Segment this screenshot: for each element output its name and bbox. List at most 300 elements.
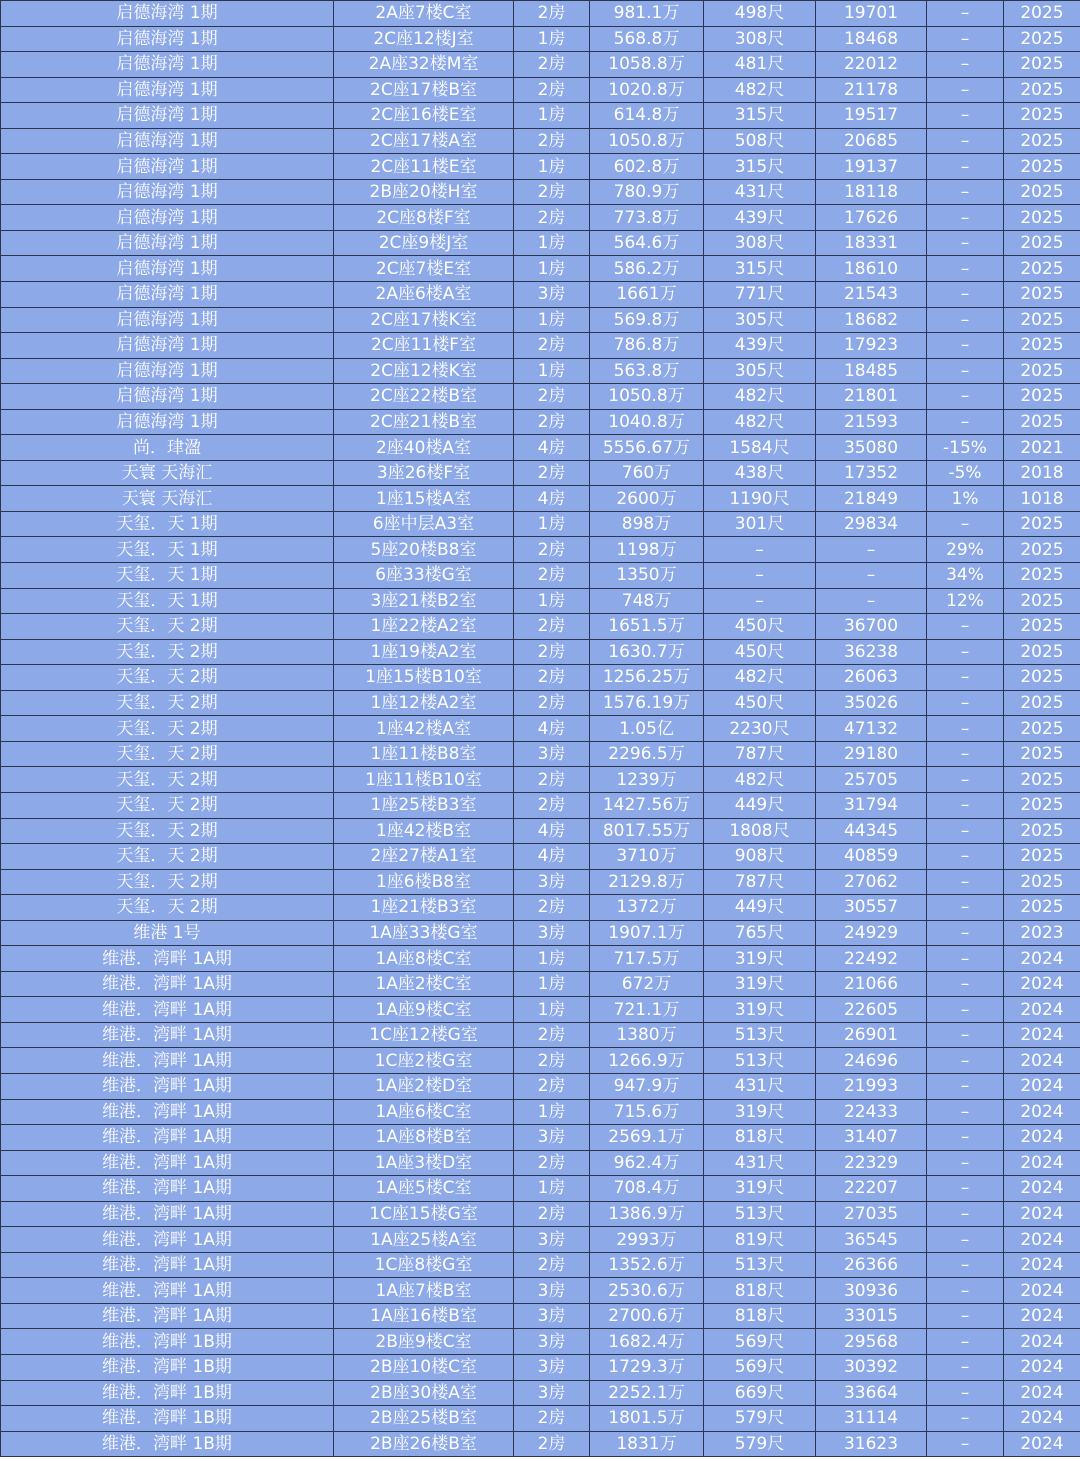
change-cell: -15% [927,435,1004,461]
table-row [1,179,1080,205]
estate-name-cell: 启德海湾 1期 [1,154,334,180]
unit-address-cell: 1A座8楼C室 [334,946,514,972]
unit-price-cell: 22492 [816,946,927,972]
unit-address-cell: 1A座3楼D室 [334,1150,514,1176]
price-cell: 780.9万 [590,179,704,205]
room-count-cell: 1房 [514,971,590,997]
area-cell: 431尺 [704,1150,816,1176]
unit-price-cell: 18610 [816,256,927,282]
unit-price-cell: 21801 [816,384,927,410]
year-cell: 2025 [1004,741,1080,767]
unit-address-cell: 2C座17楼K室 [334,307,514,333]
year-cell: 2025 [1004,665,1080,691]
table-row [1,1431,1080,1457]
estate-name-cell: 启德海湾 1期 [1,358,334,384]
estate-name-cell: 启德海湾 1期 [1,52,334,78]
table-row [1,384,1080,410]
estate-name-cell: 维港．湾畔 1A期 [1,997,334,1023]
table-row [1,205,1080,231]
room-count-cell: 2房 [514,690,590,716]
table-row [1,282,1080,308]
table-row [1,154,1080,180]
price-cell: 1058.8万 [590,52,704,78]
change-cell: – [927,920,1004,946]
unit-price-cell: 18331 [816,230,927,256]
year-cell: 2024 [1004,1303,1080,1329]
table-row [1,1150,1080,1176]
change-cell: – [927,1022,1004,1048]
year-cell: 2024 [1004,1099,1080,1125]
unit-price-cell: 26063 [816,665,927,691]
change-cell: – [927,1278,1004,1304]
table-row [1,1099,1080,1125]
price-cell: 1682.4万 [590,1329,704,1355]
table-row [1,869,1080,895]
unit-address-cell: 2C座16楼E室 [334,103,514,129]
area-cell: 319尺 [704,946,816,972]
table-row [1,1227,1080,1253]
change-cell: – [927,128,1004,154]
price-cell: 1266.9万 [590,1048,704,1074]
room-count-cell: 2房 [514,1406,590,1432]
year-cell: 2023 [1004,920,1080,946]
price-cell: 3710万 [590,844,704,870]
unit-address-cell: 2C座7楼E室 [334,256,514,282]
unit-address-cell: 1座42楼B室 [334,818,514,844]
unit-price-cell: 17626 [816,205,927,231]
table-row [1,409,1080,435]
table-row [1,1406,1080,1432]
table-row [1,716,1080,742]
year-cell: 2024 [1004,1150,1080,1176]
change-cell: – [927,409,1004,435]
estate-name-cell: 维港．湾畔 1A期 [1,1201,334,1227]
estate-name-cell: 启德海湾 1期 [1,205,334,231]
table-row [1,1380,1080,1406]
estate-name-cell: 天玺．天 2期 [1,818,334,844]
unit-price-cell: 24696 [816,1048,927,1074]
room-count-cell: 3房 [514,1354,590,1380]
year-cell: 2025 [1004,103,1080,129]
change-cell: – [927,1252,1004,1278]
estate-name-cell: 维港．湾畔 1A期 [1,971,334,997]
area-cell: 305尺 [704,358,816,384]
price-cell: 2296.5万 [590,741,704,767]
table-row [1,614,1080,640]
room-count-cell: 3房 [514,282,590,308]
unit-price-cell: 21178 [816,77,927,103]
room-count-cell: 3房 [514,1303,590,1329]
change-cell: – [927,1227,1004,1253]
year-cell: 2025 [1004,282,1080,308]
price-cell: 564.6万 [590,230,704,256]
unit-price-cell: 18118 [816,179,927,205]
estate-name-cell: 天玺．天 1期 [1,511,334,537]
change-cell: – [927,665,1004,691]
estate-name-cell: 天玺．天 2期 [1,792,334,818]
table-row [1,1252,1080,1278]
unit-address-cell: 5座20楼B8室 [334,537,514,563]
change-cell: – [927,1125,1004,1151]
table-row [1,256,1080,282]
unit-address-cell: 2A座6楼A室 [334,282,514,308]
area-cell: 481尺 [704,52,816,78]
price-cell: 1386.9万 [590,1201,704,1227]
room-count-cell: 2房 [514,639,590,665]
estate-name-cell: 启德海湾 1期 [1,256,334,282]
price-cell: 2700.6万 [590,1303,704,1329]
unit-address-cell: 1座12楼A2室 [334,690,514,716]
unit-price-cell: 22605 [816,997,927,1023]
unit-price-cell: 31794 [816,792,927,818]
price-cell: 708.4万 [590,1176,704,1202]
table-row [1,563,1080,589]
unit-address-cell: 1座6楼B8室 [334,869,514,895]
room-count-cell: 1房 [514,103,590,129]
year-cell: 2025 [1004,256,1080,282]
change-cell: – [927,103,1004,129]
change-cell: – [927,1150,1004,1176]
price-cell: 1352.6万 [590,1252,704,1278]
price-cell: 586.2万 [590,256,704,282]
table-row [1,486,1080,512]
estate-name-cell: 维港．湾畔 1A期 [1,1099,334,1125]
year-cell: 2021 [1004,435,1080,461]
change-cell: – [927,256,1004,282]
year-cell: 2025 [1004,792,1080,818]
price-cell: 962.4万 [590,1150,704,1176]
estate-name-cell: 天寰 天海汇 [1,486,334,512]
table-row [1,997,1080,1023]
change-cell: 29% [927,537,1004,563]
estate-name-cell: 启德海湾 1期 [1,1,334,27]
change-cell: – [927,1354,1004,1380]
price-cell: 2569.1万 [590,1125,704,1151]
area-cell: 2230尺 [704,716,816,742]
unit-price-cell: 30392 [816,1354,927,1380]
price-cell: 2600万 [590,486,704,512]
year-cell: 2024 [1004,1431,1080,1457]
estate-name-cell: 启德海湾 1期 [1,77,334,103]
year-cell: 2024 [1004,1354,1080,1380]
estate-name-cell: 维港．湾畔 1B期 [1,1329,334,1355]
table-row [1,767,1080,793]
table-row [1,844,1080,870]
year-cell: 2025 [1004,205,1080,231]
change-cell: – [927,1380,1004,1406]
unit-price-cell: 40859 [816,844,927,870]
room-count-cell: 2房 [514,614,590,640]
price-cell: 748万 [590,588,704,614]
unit-address-cell: 2C座8楼F室 [334,205,514,231]
area-cell: 508尺 [704,128,816,154]
room-count-cell: 3房 [514,1380,590,1406]
year-cell: 2024 [1004,1252,1080,1278]
price-cell: 773.8万 [590,205,704,231]
area-cell: 765尺 [704,920,816,946]
unit-address-cell: 2C座21楼B室 [334,409,514,435]
estate-name-cell: 启德海湾 1期 [1,103,334,129]
unit-price-cell: – [816,563,927,589]
room-count-cell: 3房 [514,1278,590,1304]
unit-address-cell: 1C座8楼G室 [334,1252,514,1278]
change-cell: – [927,1048,1004,1074]
estate-name-cell: 天玺．天 2期 [1,716,334,742]
unit-price-cell: 27062 [816,869,927,895]
area-cell: 513尺 [704,1201,816,1227]
price-cell: 717.5万 [590,946,704,972]
room-count-cell: 2房 [514,52,590,78]
room-count-cell: 4房 [514,716,590,742]
change-cell: – [927,307,1004,333]
room-count-cell: 2房 [514,1,590,27]
year-cell: 2024 [1004,1329,1080,1355]
year-cell: 2025 [1004,179,1080,205]
change-cell: – [927,1431,1004,1457]
unit-price-cell: 21993 [816,1073,927,1099]
unit-price-cell: 31623 [816,1431,927,1457]
price-cell: 898万 [590,511,704,537]
unit-address-cell: 2B座10楼C室 [334,1354,514,1380]
area-cell: 482尺 [704,767,816,793]
room-count-cell: 2房 [514,537,590,563]
estate-name-cell: 启德海湾 1期 [1,179,334,205]
year-cell: 2024 [1004,971,1080,997]
estate-name-cell: 启德海湾 1期 [1,307,334,333]
unit-address-cell: 2C座11楼E室 [334,154,514,180]
unit-address-cell: 1C座2楼G室 [334,1048,514,1074]
unit-price-cell: 30936 [816,1278,927,1304]
price-cell: 8017.55万 [590,818,704,844]
estate-name-cell: 天玺．天 2期 [1,895,334,921]
unit-address-cell: 2C座11楼F室 [334,333,514,359]
estate-name-cell: 维港．湾畔 1B期 [1,1354,334,1380]
price-cell: 5556.67万 [590,435,704,461]
price-cell: 2530.6万 [590,1278,704,1304]
unit-address-cell: 2C座17楼B室 [334,77,514,103]
year-cell: 2024 [1004,1048,1080,1074]
year-cell: 2024 [1004,1201,1080,1227]
room-count-cell: 1房 [514,1099,590,1125]
year-cell: 2024 [1004,1406,1080,1432]
price-cell: 602.8万 [590,154,704,180]
table-row [1,103,1080,129]
room-count-cell: 2房 [514,1201,590,1227]
price-cell: 614.8万 [590,103,704,129]
area-cell: 579尺 [704,1431,816,1457]
year-cell: 2025 [1004,537,1080,563]
unit-price-cell: 24929 [816,920,927,946]
unit-address-cell: 3座26楼F室 [334,460,514,486]
table-row [1,1125,1080,1151]
room-count-cell: 2房 [514,665,590,691]
estate-name-cell: 天玺．天 1期 [1,588,334,614]
price-cell: 1372万 [590,895,704,921]
area-cell: 482尺 [704,384,816,410]
change-cell: – [927,997,1004,1023]
price-cell: 672万 [590,971,704,997]
price-cell: 1801.5万 [590,1406,704,1432]
room-count-cell: 3房 [514,869,590,895]
unit-address-cell: 1A座2楼C室 [334,971,514,997]
year-cell: 2024 [1004,946,1080,972]
area-cell: – [704,588,816,614]
area-cell: 771尺 [704,282,816,308]
area-cell: 569尺 [704,1329,816,1355]
estate-name-cell: 启德海湾 1期 [1,409,334,435]
change-cell: – [927,690,1004,716]
price-cell: 2993万 [590,1227,704,1253]
table-row [1,1176,1080,1202]
year-cell: 2025 [1004,358,1080,384]
price-cell: 1651.5万 [590,614,704,640]
room-count-cell: 1房 [514,588,590,614]
room-count-cell: 2房 [514,792,590,818]
area-cell: 908尺 [704,844,816,870]
price-cell: 1239万 [590,767,704,793]
year-cell: 2025 [1004,230,1080,256]
unit-price-cell: 26366 [816,1252,927,1278]
estate-name-cell: 天玺．天 2期 [1,869,334,895]
unit-address-cell: 1C座15楼G室 [334,1201,514,1227]
estate-name-cell: 天玺．天 2期 [1,741,334,767]
price-cell: 1576.19万 [590,690,704,716]
unit-price-cell: 44345 [816,818,927,844]
change-cell: – [927,1303,1004,1329]
room-count-cell: 3房 [514,1227,590,1253]
unit-address-cell: 2A座32楼M室 [334,52,514,78]
unit-price-cell: 47132 [816,716,927,742]
table-row [1,1073,1080,1099]
room-count-cell: 4房 [514,844,590,870]
change-cell: – [927,1,1004,27]
unit-price-cell: 31114 [816,1406,927,1432]
year-cell: 2025 [1004,895,1080,921]
unit-price-cell: 18468 [816,26,927,52]
estate-name-cell: 维港．湾畔 1A期 [1,946,334,972]
estate-name-cell: 天玺．天 1期 [1,563,334,589]
unit-address-cell: 1座42楼A室 [334,716,514,742]
area-cell: 513尺 [704,1022,816,1048]
table-row [1,690,1080,716]
area-cell: 315尺 [704,154,816,180]
room-count-cell: 1房 [514,154,590,180]
change-cell: -5% [927,460,1004,486]
table-row [1,26,1080,52]
estate-name-cell: 启德海湾 1期 [1,384,334,410]
change-cell: – [927,767,1004,793]
price-cell: 1350万 [590,563,704,589]
year-cell: 2025 [1004,26,1080,52]
room-count-cell: 1房 [514,230,590,256]
unit-price-cell: 20685 [816,128,927,154]
change-cell: – [927,333,1004,359]
price-cell: 568.8万 [590,26,704,52]
room-count-cell: 2房 [514,205,590,231]
room-count-cell: 2房 [514,128,590,154]
table-row [1,1278,1080,1304]
unit-address-cell: 2C座17楼A室 [334,128,514,154]
area-cell: 315尺 [704,256,816,282]
area-cell: 301尺 [704,511,816,537]
table-row [1,1329,1080,1355]
estate-name-cell: 天玺．天 2期 [1,614,334,640]
area-cell: 498尺 [704,1,816,27]
estate-name-cell: 维港．湾畔 1A期 [1,1073,334,1099]
table-row [1,1048,1080,1074]
table-row [1,895,1080,921]
estate-name-cell: 维港．湾畔 1A期 [1,1303,334,1329]
estate-name-cell: 启德海湾 1期 [1,230,334,256]
area-cell: 1190尺 [704,486,816,512]
unit-address-cell: 2座27楼A1室 [334,844,514,870]
area-cell: 513尺 [704,1048,816,1074]
room-count-cell: 2房 [514,563,590,589]
room-count-cell: 2房 [514,1431,590,1457]
table-row [1,639,1080,665]
year-cell: 2025 [1004,409,1080,435]
table-row [1,77,1080,103]
change-cell: – [927,230,1004,256]
unit-price-cell: 19137 [816,154,927,180]
change-cell: – [927,1201,1004,1227]
room-count-cell: 2房 [514,179,590,205]
unit-price-cell: 35080 [816,435,927,461]
unit-price-cell: 18485 [816,358,927,384]
unit-price-cell: 19517 [816,103,927,129]
year-cell: 2025 [1004,716,1080,742]
unit-address-cell: 2A座7楼C室 [334,1,514,27]
area-cell: 439尺 [704,333,816,359]
estate-name-cell: 维港．湾畔 1A期 [1,1048,334,1074]
area-cell: 449尺 [704,895,816,921]
unit-price-cell: 22329 [816,1150,927,1176]
area-cell: 450尺 [704,690,816,716]
price-cell: 1020.8万 [590,77,704,103]
unit-price-cell: 35026 [816,690,927,716]
room-count-cell: 1房 [514,256,590,282]
unit-address-cell: 2B座30楼A室 [334,1380,514,1406]
room-count-cell: 2房 [514,767,590,793]
estate-name-cell: 尚．珒溋 [1,435,334,461]
area-cell: 319尺 [704,1099,816,1125]
area-cell: 818尺 [704,1278,816,1304]
table-row [1,1201,1080,1227]
estate-name-cell: 天玺．天 2期 [1,690,334,716]
table-row [1,946,1080,972]
table-row [1,1303,1080,1329]
year-cell: 2025 [1004,52,1080,78]
area-cell: 319尺 [704,1176,816,1202]
area-cell: – [704,537,816,563]
price-cell: 1427.56万 [590,792,704,818]
table-row [1,358,1080,384]
unit-address-cell: 1A座5楼C室 [334,1176,514,1202]
estate-name-cell: 维港．湾畔 1A期 [1,1150,334,1176]
table-row [1,665,1080,691]
unit-price-cell: 21066 [816,971,927,997]
estate-name-cell: 天玺．天 2期 [1,639,334,665]
unit-address-cell: 1A座2楼D室 [334,1073,514,1099]
unit-price-cell: 21593 [816,409,927,435]
area-cell: 308尺 [704,26,816,52]
unit-price-cell: 33664 [816,1380,927,1406]
change-cell: – [927,205,1004,231]
unit-address-cell: 1座22楼A2室 [334,614,514,640]
room-count-cell: 1房 [514,358,590,384]
year-cell: 2024 [1004,1176,1080,1202]
table-row [1,333,1080,359]
